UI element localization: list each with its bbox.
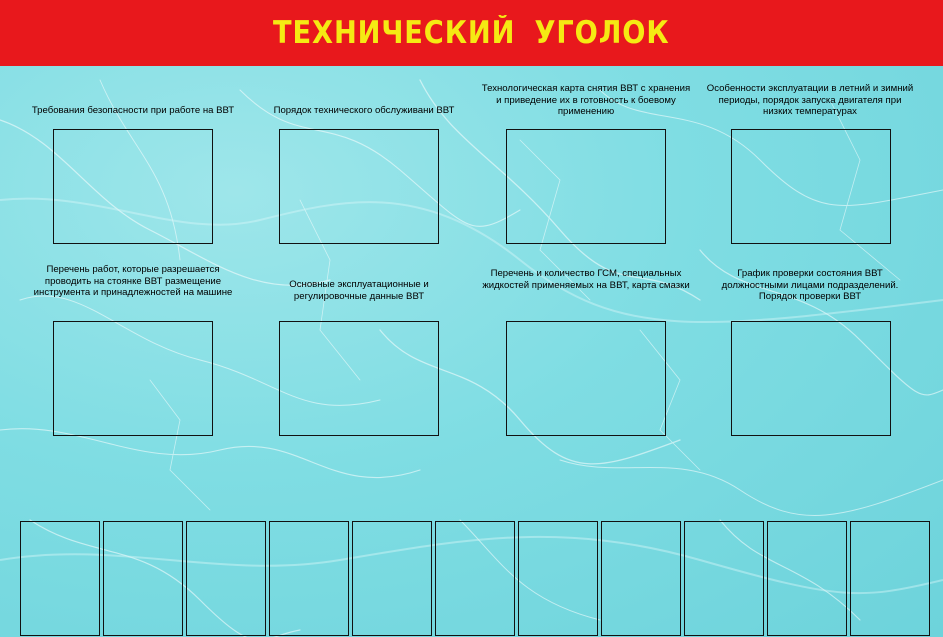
bottom-pocket [518,521,598,636]
section-caption: Порядок технического обслуживани ВВТ [273,105,455,116]
bottom-pocket [20,521,100,636]
section-caption: График проверки состояния ВВТ должностными лицами подразделений. Порядок проверки ВВТ [721,268,899,302]
section-caption: Технологическая карта снятия ВВТ с хранения и приведение их в готовность к боевому применению [481,83,691,117]
bottom-pocket [601,521,681,636]
bottom-pocket [269,521,349,636]
document-frame [279,129,439,244]
section-caption: Особенности эксплуатации в летний и зимний периоды, порядок запуска двигателя при низких температурах [706,83,914,117]
stand-title: ТЕХНИЧЕСКИЙ УГОЛОК [273,15,670,51]
bottom-pocket [850,521,930,636]
bottom-pocket [352,521,432,636]
section-caption: Перечень работ, которые разрешается проводить на стоянке ВВТ размещение инструмента и принадлежностей на машине [33,264,233,298]
title-banner [0,0,943,66]
document-frame [731,321,891,436]
section-caption: Требования безопасности при работе на ВВТ [31,105,235,116]
bottom-pocket [767,521,847,636]
bottom-pocket [186,521,266,636]
document-frame [279,321,439,436]
bottom-pocket [684,521,764,636]
document-frame [506,129,666,244]
document-frame [53,129,213,244]
document-frame [506,321,666,436]
section-caption: Основные эксплуатационные и регулировочные данные ВВТ [289,279,429,302]
document-frame [53,321,213,436]
bottom-pocket [435,521,515,636]
bottom-pocket [103,521,183,636]
section-caption: Перечень и количество ГСМ, специальных жидкостей применяемых на ВВТ, карта смазки [482,268,690,291]
document-frame [731,129,891,244]
